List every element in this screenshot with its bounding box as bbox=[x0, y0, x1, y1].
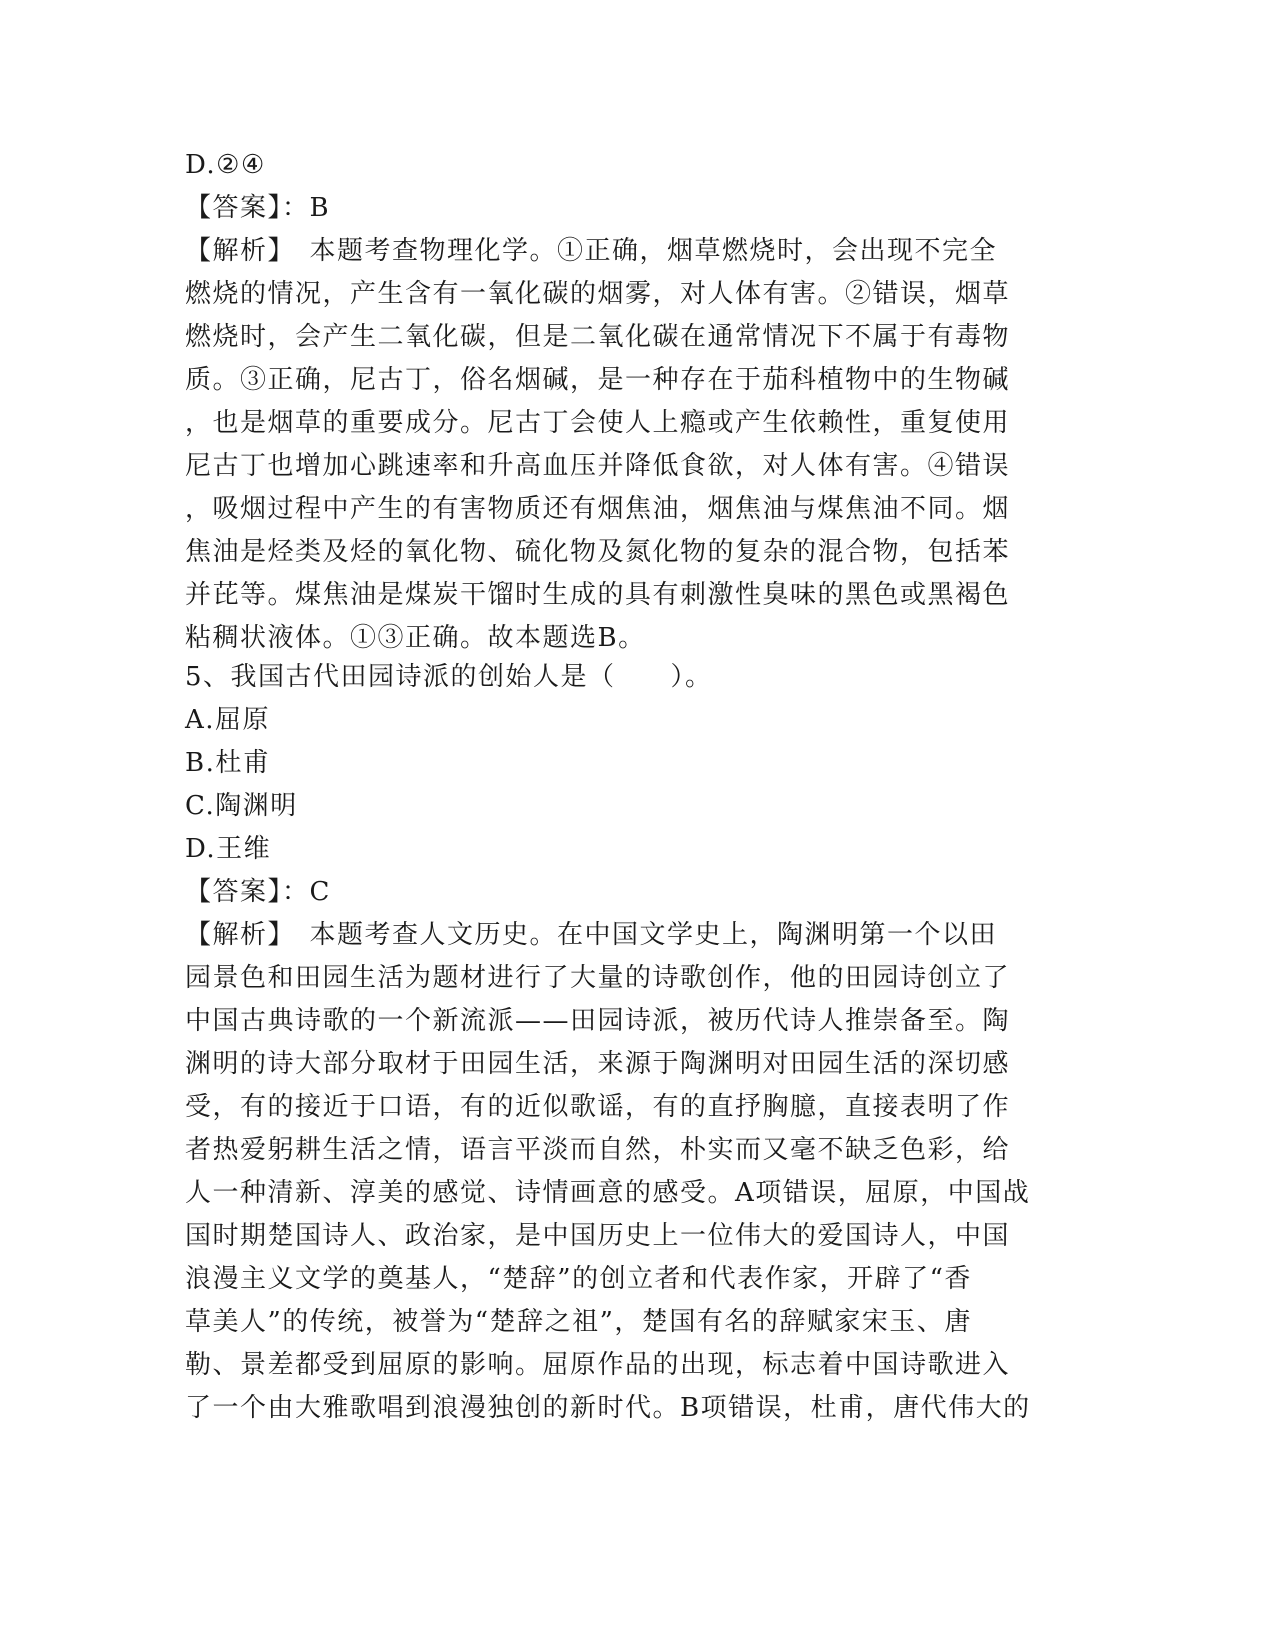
analysis-line: ，也是烟草的重要成分。尼古丁会使人上瘾或产生依赖性，重复使用 bbox=[185, 408, 1011, 438]
question-5 bbox=[185, 656, 1085, 1473]
analysis-line: 尼古丁也增加心跳速率和升高血压并降低食欲，对人体有害。④错误 bbox=[185, 451, 1011, 481]
analysis-line: 渊明的诗大部分取材于田园生活，来源于陶渊明对田园生活的深切感 bbox=[185, 1049, 1011, 1079]
analysis-line: 者热爱躬耕生活之情，语言平淡而自然，朴实而又毫不缺乏色彩，给 bbox=[185, 1135, 1011, 1165]
answer-line: 【答案】：B bbox=[185, 193, 331, 223]
analysis-line: 受，有的接近于口语，有的近似歌谣，有的直抒胸臆，直接表明了作 bbox=[185, 1092, 1011, 1122]
analysis-line: 了一个由大雅歌唱到浪漫独创的新时代。B项错误，杜甫，唐代伟大的 bbox=[185, 1393, 1031, 1423]
analysis-line: 国时期楚国诗人、政治家，是中国历史上一位伟大的爱国诗人，中国 bbox=[185, 1221, 1011, 1251]
analysis-line bbox=[185, 1430, 1085, 1473]
analysis-line: 【解析】 本题考查物理化学。①正确，烟草燃烧时，会出现不完全 bbox=[185, 236, 998, 266]
analysis-line: 勒、景差都受到屈原的影响。屈原作品的出现，标志着中国诗歌进入 bbox=[185, 1350, 1011, 1380]
question-4-tail bbox=[185, 144, 1085, 703]
analysis-line: 并芘等。煤焦油是煤炭干馏时生成的具有刺激性臭味的黑色或黑褐色 bbox=[185, 580, 1011, 610]
option-c: C.陶渊明 bbox=[185, 791, 298, 821]
analysis-line: 浪漫主义文学的奠基人，“楚辞”的创立者和代表作家，开辟了“香 bbox=[185, 1264, 972, 1294]
analysis-line: 草美人”的传统，被誉为“楚辞之祖”，楚国有名的辞赋家宋玉、唐 bbox=[185, 1307, 972, 1337]
analysis-line: 园景色和田园生活为题材进行了大量的诗歌创作，他的田园诗创立了 bbox=[185, 963, 1011, 993]
option-a: A.屈原 bbox=[185, 705, 271, 735]
question-stem: 5、我国古代田园诗派的创始人是（ ）。 bbox=[185, 662, 713, 692]
analysis-line: 粘稠状液体。①③正确。故本题选B。 bbox=[185, 623, 646, 653]
analysis-line: ，吸烟过程中产生的有害物质还有烟焦油，烟焦油与煤焦油不同。烟 bbox=[185, 494, 1011, 524]
analysis-line: 中国古典诗歌的一个新流派——田园诗派，被历代诗人推崇备至。陶 bbox=[185, 1006, 1011, 1036]
answer-line: 【答案】：C bbox=[185, 877, 331, 907]
analysis-line: 人一种清新、淳美的感觉、诗情画意的感受。A项错误，屈原，中国战 bbox=[185, 1178, 1031, 1208]
analysis-line: 燃烧的情况，产生含有一氧化碳的烟雾，对人体有害。②错误，烟草 bbox=[185, 279, 1011, 309]
analysis-line: 【解析】 本题考查人文历史。在中国文学史上，陶渊明第一个以田 bbox=[185, 920, 998, 950]
analysis-line: 焦油是烃类及烃的氧化物、硫化物及氮化物的复杂的混合物，包括苯 bbox=[185, 537, 1011, 567]
analysis-line: 质。③正确，尼古丁，俗名烟碱，是一种存在于茄科植物中的生物碱 bbox=[185, 365, 1011, 395]
option-b: B.杜甫 bbox=[185, 748, 271, 778]
option-d: D.王维 bbox=[185, 834, 272, 864]
option-d: D.②④ bbox=[185, 150, 266, 180]
analysis-line: 燃烧时，会产生二氧化碳，但是二氧化碳在通常情况下不属于有毒物 bbox=[185, 322, 1011, 352]
